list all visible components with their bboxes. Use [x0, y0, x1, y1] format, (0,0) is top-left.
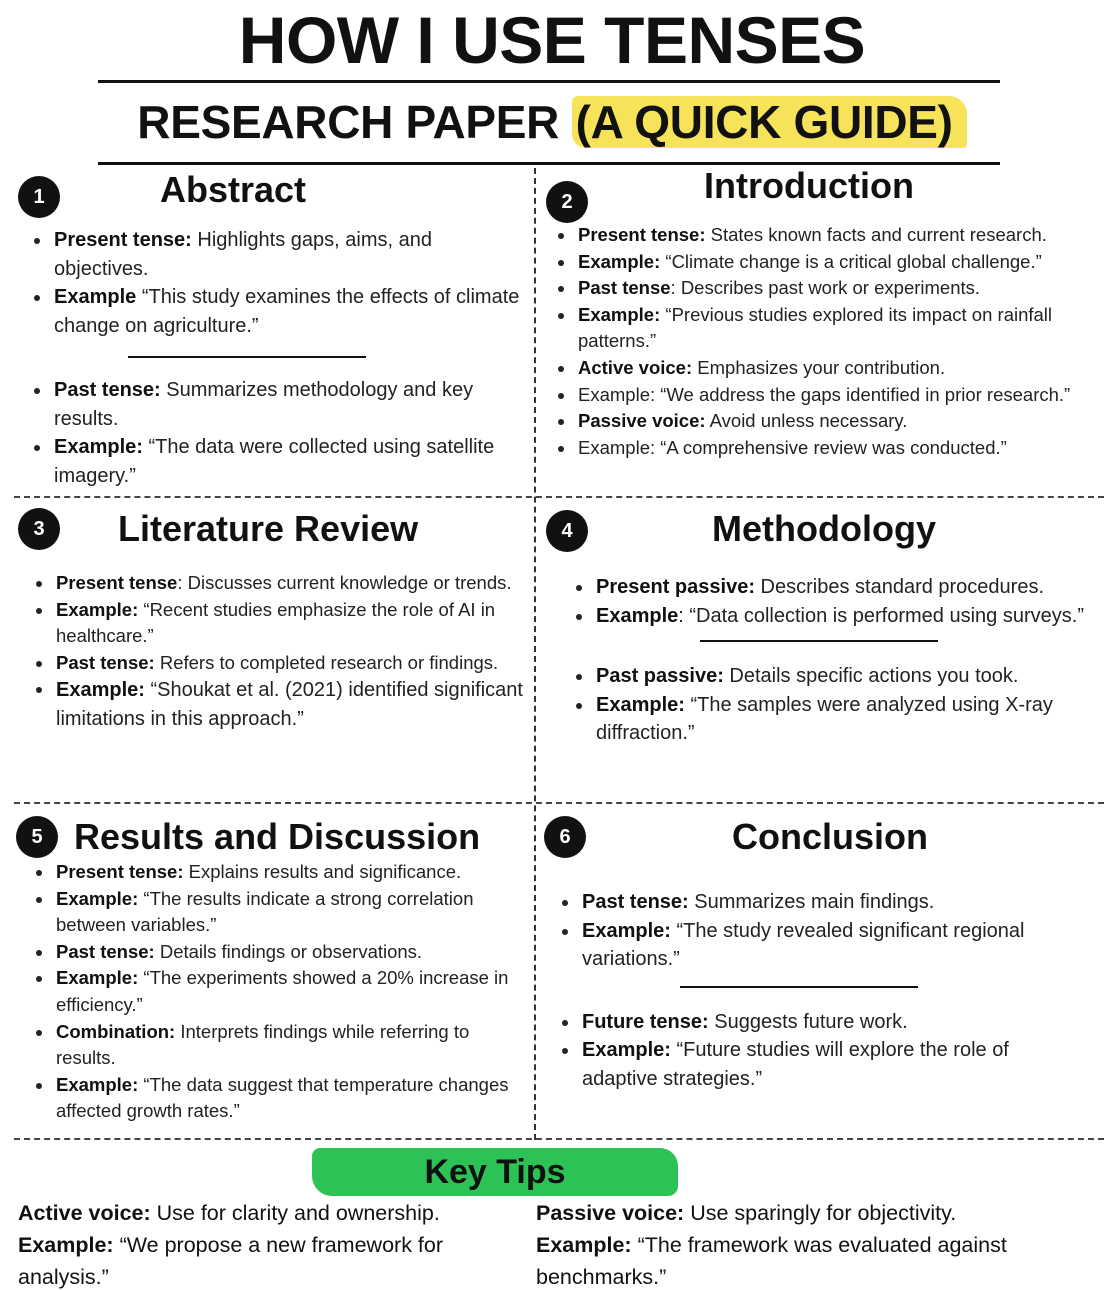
list-item: Present tense: Highlights gaps, aims, and objectives. — [32, 226, 522, 283]
list-item: Example: “The results indicate a strong correlation between variables.” — [34, 886, 532, 939]
divider-line — [700, 640, 938, 642]
list-item: Example: “Recent studies emphasize the role of AI in healthcare.” — [34, 597, 530, 650]
divider-line — [680, 986, 918, 988]
section-number-badge: 4 — [546, 510, 588, 552]
list-item: Past tense: Summarizes methodology and key results. — [32, 376, 522, 433]
section-number-badge: 6 — [544, 816, 586, 858]
title-rule — [98, 80, 1000, 83]
section-title-introduction: Introduction — [704, 165, 914, 206]
list-item: Past tense: Refers to completed research or findings. — [34, 650, 530, 677]
list-item: Combination: Interprets findings while referring to results. — [34, 1019, 532, 1072]
subtitle-main: RESEARCH PAPER — [137, 96, 572, 148]
list-item: Present tense: Explains results and significance. — [34, 859, 532, 886]
literature-list — [34, 570, 530, 733]
divider-line — [128, 356, 366, 358]
methodology-list — [574, 573, 1094, 748]
list-item: Example: “We address the gaps identified in prior research.” — [556, 382, 1102, 409]
subtitle-highlight: (A QUICK GUIDE) — [572, 96, 967, 148]
list-item: Past tense: Summarizes main findings. — [560, 888, 1080, 917]
tip-active-voice — [18, 1197, 523, 1290]
key-tips-title: Key Tips — [424, 1152, 566, 1191]
list-item: Example: “Future studies will explore the role of adaptive strategies.” — [560, 1036, 1080, 1093]
page-subtitle — [0, 92, 1104, 152]
list-item: Present tense: Discusses current knowledge or trends. — [34, 570, 530, 597]
list-item: Example: “A comprehensive review was conducted.” — [556, 435, 1102, 462]
list-item: Example: “Data collection is performed using surveys.” — [574, 602, 1094, 631]
tip-passive-voice — [536, 1197, 1096, 1290]
section-title-methodology: Methodology — [712, 508, 936, 549]
section-title-conclusion: Conclusion — [732, 816, 928, 857]
list-item: Past tense: Details findings or observations. — [34, 939, 532, 966]
list-item: Example “This study examines the effects of climate change on agriculture.” — [32, 283, 522, 340]
section-number-badge: 1 — [18, 176, 60, 218]
list-item: Passive voice: Avoid unless necessary. — [556, 408, 1102, 435]
list-item: Example: “The samples were analyzed using X-ray diffraction.” — [574, 691, 1094, 748]
tip-line: Example: “We propose a new framework for analysis.” — [18, 1233, 444, 1289]
list-item: Example: “The data were collected using satellite imagery.” — [32, 433, 522, 490]
section-number-badge: 5 — [16, 816, 58, 858]
introduction-list — [556, 222, 1102, 461]
key-tips-banner — [312, 1148, 678, 1196]
section-number-badge: 3 — [18, 508, 60, 550]
page-title: HOW I USE TENSES — [238, 3, 866, 77]
list-item: Example: “The data suggest that temperature changes affected growth rates.” — [34, 1072, 532, 1125]
section-number-badge: 2 — [546, 181, 588, 223]
row-divider-3 — [14, 1138, 1104, 1140]
list-item: Example: “Shoukat et al. (2021) identified significant limitations in this approach.” — [34, 676, 530, 733]
list-item: Past tense: Describes past work or experiments. — [556, 275, 1102, 302]
conclusion-list — [560, 888, 1080, 1093]
abstract-list — [32, 226, 522, 490]
list-item: Example: “The experiments showed a 20% increase in efficiency.” — [34, 965, 532, 1018]
list-item: Example: “The study revealed significant regional variations.” — [560, 917, 1080, 974]
section-title-results-discussion: Results and Discussion — [74, 816, 481, 857]
list-item: Active voice: Emphasizes your contribution. — [556, 355, 1102, 382]
list-item: Future tense: Suggests future work. — [560, 1008, 1080, 1037]
tip-line: Example: “The framework was evaluated against benchmarks.” — [536, 1233, 1007, 1289]
section-title-abstract: Abstract — [160, 169, 307, 210]
row-divider-2 — [14, 802, 1104, 804]
tip-line: Passive voice: Use sparingly for objectivity. — [536, 1201, 957, 1225]
section-title-literature-review: Literature Review — [118, 508, 419, 549]
results-list — [34, 859, 532, 1125]
list-item: Example: “Climate change is a critical global challenge.” — [556, 249, 1102, 276]
tip-line: Active voice: Use for clarity and ownership. — [18, 1201, 440, 1225]
column-divider — [534, 168, 536, 1140]
list-item: Present passive: Describes standard procedures. — [574, 573, 1094, 602]
list-item: Present tense: States known facts and current research. — [556, 222, 1102, 249]
list-item: Past passive: Details specific actions you took. — [574, 662, 1094, 691]
list-item: Example: “Previous studies explored its impact on rainfall patterns.” — [556, 302, 1102, 355]
row-divider-1 — [14, 496, 1104, 498]
